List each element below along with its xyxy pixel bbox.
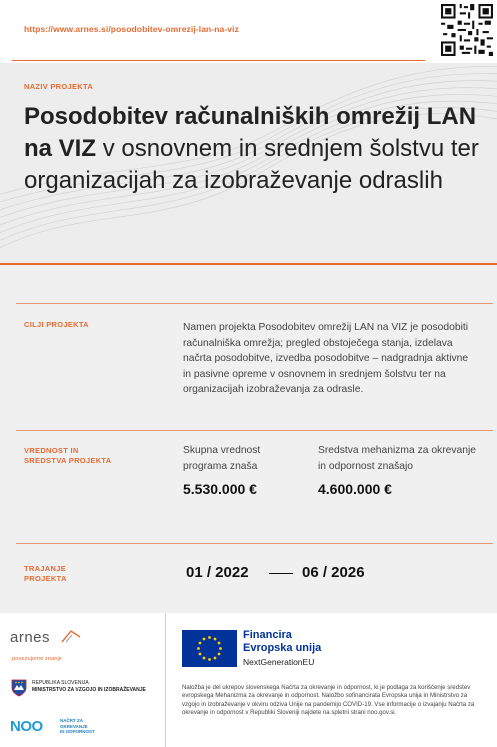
ministry-line1: REPUBLIKA SLOVENIJA xyxy=(32,680,89,686)
value-label-line1: VREDNOST IN xyxy=(24,446,79,455)
eu-star-icon xyxy=(218,642,221,645)
project-title-bold: Posodobitev računalniških omrežij LAN na VIZ xyxy=(24,103,477,162)
value-label xyxy=(24,446,111,466)
eu-star-icon xyxy=(203,657,206,660)
noo-logo-text xyxy=(60,718,95,735)
eu-star-icon xyxy=(199,653,202,656)
fund-value-label: Sredstva mehanizma za okrevanje in odpornost znašajo xyxy=(318,445,476,472)
eu-star-icon xyxy=(218,653,221,656)
duration-start: 01 / 2022 xyxy=(186,564,249,581)
goals-text: Namen projekta Posodobitev omrežij LAN na VIZ je posodobiti računalniška omrežja; pregled obstoječega stanja, izdelava načrta posodobitve, izvedba posodobitve – nadgradnja aktivne in pasivne opreme v osnovnem in srednjem šolstvu ter na organizacijah izobraževanja za odrasle. xyxy=(183,322,469,395)
value-label-line2: SREDSTVA PROJEKTA xyxy=(24,456,112,465)
eu-star-icon xyxy=(197,647,200,650)
eu-star-icon xyxy=(208,658,211,661)
duration-dash xyxy=(269,573,293,574)
slovenia-coat-of-arms-icon xyxy=(11,679,27,697)
details-panel xyxy=(0,265,497,613)
header-url-link[interactable]: https://www.arnes.si/posodobitev-omrezij-lan-na-viz xyxy=(24,24,239,34)
duration-label-line1: TRAJANJE xyxy=(24,564,66,573)
total-value-label: Skupna vrednost programa znaša xyxy=(183,445,261,472)
arnes-logo: arnes xyxy=(10,629,51,646)
noo-line2: OKREVANJE xyxy=(60,723,88,729)
fund-value-amount: 4.600.000 € xyxy=(318,481,392,497)
project-title-regular: v osnovnem in srednjem šolstvu ter organizacijah za izobraževanje odraslih xyxy=(24,135,479,194)
total-value-amount: 5.530.000 € xyxy=(183,481,257,497)
eu-star-icon xyxy=(199,642,202,645)
next-generation-eu-text: NextGenerationEU xyxy=(243,657,315,667)
goals-label: CILJI PROJEKTA xyxy=(24,320,89,329)
eu-flag-icon xyxy=(182,630,237,667)
duration-label-line2: PROJEKTA xyxy=(24,574,67,583)
noo-line3: IN ODPORNOST xyxy=(60,729,95,735)
noo-line1: NAČRT ZA xyxy=(60,718,83,723)
fine-print: Naložba je del ukrepov slovenskega Načrta za okrevanje in odpornost, ki je podlaga za koriščenje sredstev evropskega Mehanizma za okrevanje in odpornost. Naložbo sofinancirata Evropska unija in Ministrstvo za vzgojo in izobraževanje v okviru odziva Unije na pandemijo COVID-19. Vse informacije o izvajanju Načrta za okrevanje in odpornost v Republiki Sloveniji najdete na spletni strani noo.gov.si. xyxy=(182,684,475,717)
project-name-label: NAZIV PROJEKTA xyxy=(24,82,94,91)
ministry-line2: MINISTRSTVO ZA VZGOJO IN IZOBRAŽEVANJE xyxy=(32,686,146,693)
eu-star-icon xyxy=(214,638,217,641)
eu-star-icon xyxy=(208,636,211,639)
section-divider xyxy=(16,430,493,431)
eu-star-icon xyxy=(219,647,222,650)
footer-divider xyxy=(165,613,166,747)
duration-end: 06 / 2026 xyxy=(302,564,365,581)
eu-line2: Evropska unija xyxy=(243,642,322,654)
project-title xyxy=(24,101,479,197)
qr-code-icon xyxy=(441,4,493,56)
header-divider xyxy=(12,60,425,61)
arnes-logo-icon xyxy=(60,628,82,644)
eu-star-icon xyxy=(203,638,206,641)
eu-star-icon xyxy=(214,657,217,660)
ministry-logo-text xyxy=(32,680,146,693)
noo-logo-icon: NOO xyxy=(10,718,43,735)
arnes-tagline: povezujemo znanje xyxy=(12,656,62,662)
eu-funding-text xyxy=(243,629,321,655)
duration-label xyxy=(24,564,67,584)
section-divider xyxy=(16,303,493,304)
section-divider xyxy=(16,543,493,544)
eu-line1: Financira xyxy=(243,629,292,641)
